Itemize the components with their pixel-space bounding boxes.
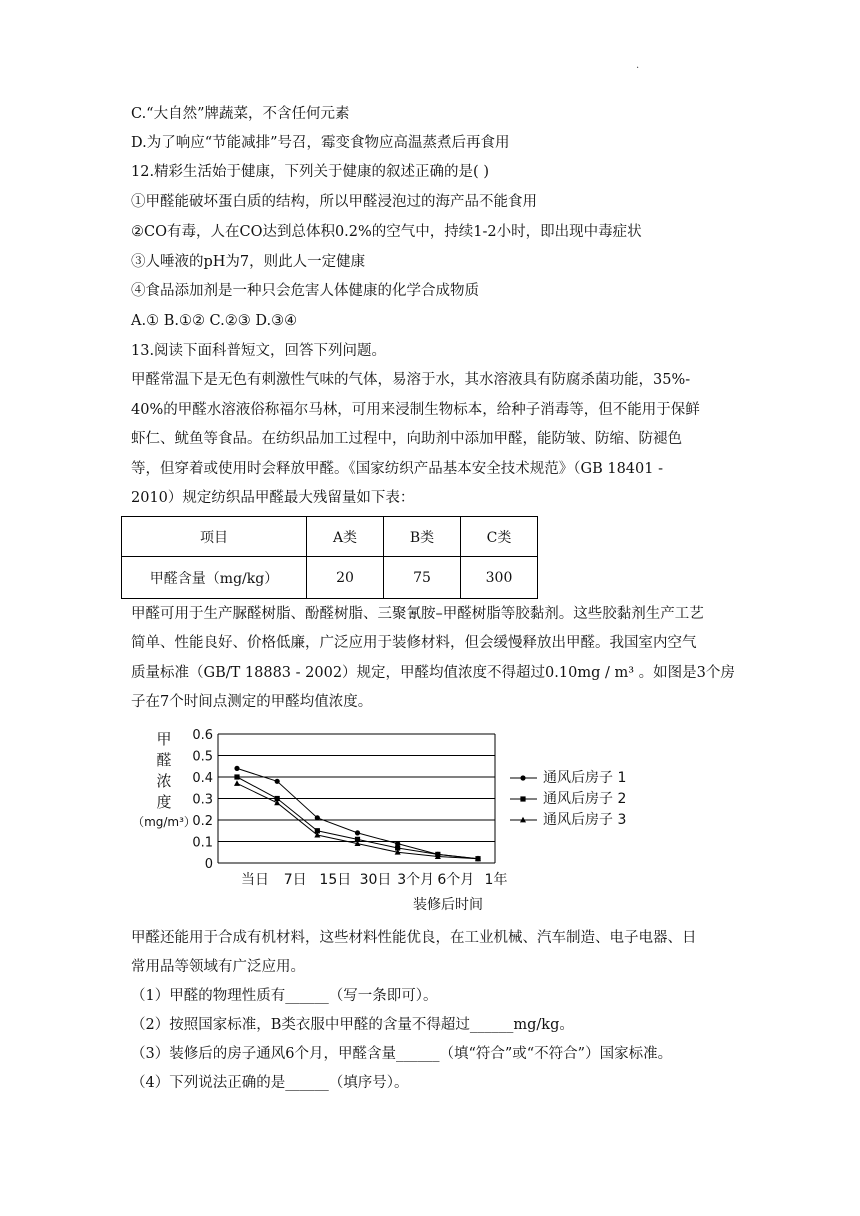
y-tick-label: 0 bbox=[204, 857, 213, 872]
y-axis-label bbox=[132, 730, 196, 829]
sub-question-4: （4）下列说法正确的是______（填序号）。 bbox=[131, 1075, 409, 1091]
series-group bbox=[234, 780, 481, 861]
y-tick-label: 0.5 bbox=[192, 749, 213, 765]
y-axis-unit: （mg/m³） bbox=[132, 815, 196, 829]
y-axis-label-char: 甲 bbox=[156, 730, 172, 748]
y-axis-label-char: 浓 bbox=[156, 772, 172, 790]
statement-3: ③人唾液的pH为7，则此人一定健康 bbox=[131, 254, 366, 270]
table-cell: 75 bbox=[384, 557, 461, 599]
x-tick-label: 当日 bbox=[241, 872, 269, 888]
passage-line: 甲醛还能用于合成有机材料，这些材料性能优良，在工业机械、汽车制造、电子电器、日 bbox=[131, 930, 697, 946]
table-header-cell: 项目 bbox=[122, 517, 307, 557]
sub-question-2: （2）按照国家标准，B类衣服中甲醛的含量不得超过______mg/kg。 bbox=[131, 1017, 574, 1033]
passage-line: 虾仁、鱿鱼等食品。在纺织品加工过程中，向助剂中添加甲醛，能防皱、防缩、防褪色 bbox=[131, 431, 682, 447]
answer-options: A.① B.①② C.②③ D.③④ bbox=[131, 313, 298, 329]
data-point bbox=[234, 780, 240, 786]
passage-line: 40%的甲醛水溶液俗称福尔马林，可用来浸制生物标本，给种子消毒等，但不能用于保鲜 bbox=[131, 402, 700, 418]
table-header-cell: C类 bbox=[461, 517, 538, 557]
x-tick-label: 3个月 bbox=[397, 872, 435, 888]
data-point bbox=[275, 779, 280, 784]
passage-line: 子在7个时间点测定的甲醛均值浓度。 bbox=[131, 694, 373, 710]
y-tick-label: 0.4 bbox=[192, 771, 213, 786]
x-tick-labels bbox=[241, 871, 507, 888]
data-point bbox=[520, 775, 525, 780]
data-point bbox=[355, 830, 360, 835]
text-line: C.“大自然”牌蔬菜，不含任何元素 bbox=[131, 106, 350, 122]
y-tick-label: 0.3 bbox=[192, 792, 213, 808]
data-point bbox=[234, 766, 239, 771]
table-header-row bbox=[122, 517, 538, 557]
y-tick-label: 0.2 bbox=[192, 814, 213, 829]
statement-4: ④食品添加剂是一种只会危害人体健康的化学合成物质 bbox=[131, 283, 479, 299]
passage-line: 甲醛可用于生产脲醛树脂、酚醛树脂、三聚氰胺–甲醛树脂等胶黏剂。这些胶黏剂生产工艺 bbox=[131, 606, 704, 622]
passage-line: 甲醛常温下是无色有刺激性气味的气体，易溶于水，其水溶液具有防腐杀菌功能，35%- bbox=[131, 372, 691, 388]
series-line bbox=[237, 777, 478, 859]
question-12-stem: 12.精彩生活始于健康，下列关于健康的叙述正确的是( ) bbox=[131, 164, 489, 180]
series-line bbox=[237, 783, 478, 858]
table-header-cell: A类 bbox=[307, 517, 384, 557]
formaldehyde-concentration-chart bbox=[125, 722, 545, 916]
passage-line: 2010）规定纺织品甲醛最大残留量如下表： bbox=[131, 490, 415, 506]
x-tick-label: 30日 bbox=[359, 872, 392, 888]
x-tick-label: 7日 bbox=[283, 872, 307, 888]
y-tick-label: 0.6 bbox=[192, 728, 213, 743]
question-13-stem: 13.阅读下面科普短文，回答下列问题。 bbox=[131, 343, 387, 359]
x-axis-label: 装修后时间 bbox=[413, 897, 483, 913]
formaldehyde-standard-table bbox=[121, 516, 538, 599]
sub-question-1: （1）甲醛的物理性质有______（写一条即可）。 bbox=[131, 988, 438, 1004]
statement-2: ②CO有毒，人在CO达到总体积0.2%的空气中，持续1-2小时，即出现中毒症状 bbox=[131, 224, 642, 240]
chart-legend bbox=[510, 775, 537, 822]
legend-entry-2: 通风后房子 2 bbox=[543, 791, 627, 807]
table-cell: 300 bbox=[461, 557, 538, 599]
legend-entry-3: 通风后房子 3 bbox=[543, 812, 627, 828]
x-tick-label: 6个月 bbox=[437, 872, 475, 888]
passage-line: 等，但穿着或使用时会释放甲醛。《国家纺织产品基本安全技术规范》（GB 18401 - bbox=[131, 461, 663, 477]
data-point bbox=[234, 774, 239, 779]
series-group bbox=[234, 774, 480, 861]
table-header-cell: B类 bbox=[384, 517, 461, 557]
chart-series bbox=[234, 766, 481, 862]
y-tick-label: 0.1 bbox=[192, 835, 213, 851]
table-cell: 甲醛含量（mg/kg） bbox=[122, 557, 307, 599]
x-tick-label: 15日 bbox=[319, 872, 352, 888]
header-dot: . bbox=[636, 60, 640, 71]
passage-line: 质量标准（GB/T 18883 - 2002）规定，甲醛均值浓度不得超过0.10mg / m³ 。如图是3个房 bbox=[131, 665, 735, 681]
y-axis-label-char: 度 bbox=[156, 793, 172, 811]
legend-entry-1: 通风后房子 1 bbox=[543, 770, 627, 786]
legend-labels bbox=[543, 768, 626, 831]
data-point bbox=[315, 815, 320, 820]
table-row bbox=[122, 557, 538, 599]
table-cell: 20 bbox=[307, 557, 384, 599]
sub-question-3: （3）装修后的房子通风6个月，甲醛含量______（填“符合”或“不符合”）国家标准。 bbox=[131, 1046, 673, 1062]
statement-1: ①甲醛能破坏蛋白质的结构，所以甲醛浸泡过的海产品不能食用 bbox=[131, 194, 537, 210]
passage-line: 简单、性能良好、价格低廉，广泛应用于装修材料，但会缓慢释放出甲醛。我国室内空气 bbox=[131, 635, 697, 651]
passage-line: 常用品等领域有广泛应用。 bbox=[131, 959, 305, 975]
y-axis-label-char: 醛 bbox=[156, 751, 172, 769]
y-tick-labels bbox=[192, 728, 213, 872]
text-line: D.为了响应“节能减排”号召，霉变食物应高温蒸煮后再食用 bbox=[131, 135, 510, 151]
x-tick-label: 1年 bbox=[484, 872, 508, 888]
series-group bbox=[234, 766, 480, 862]
data-point bbox=[520, 796, 525, 801]
